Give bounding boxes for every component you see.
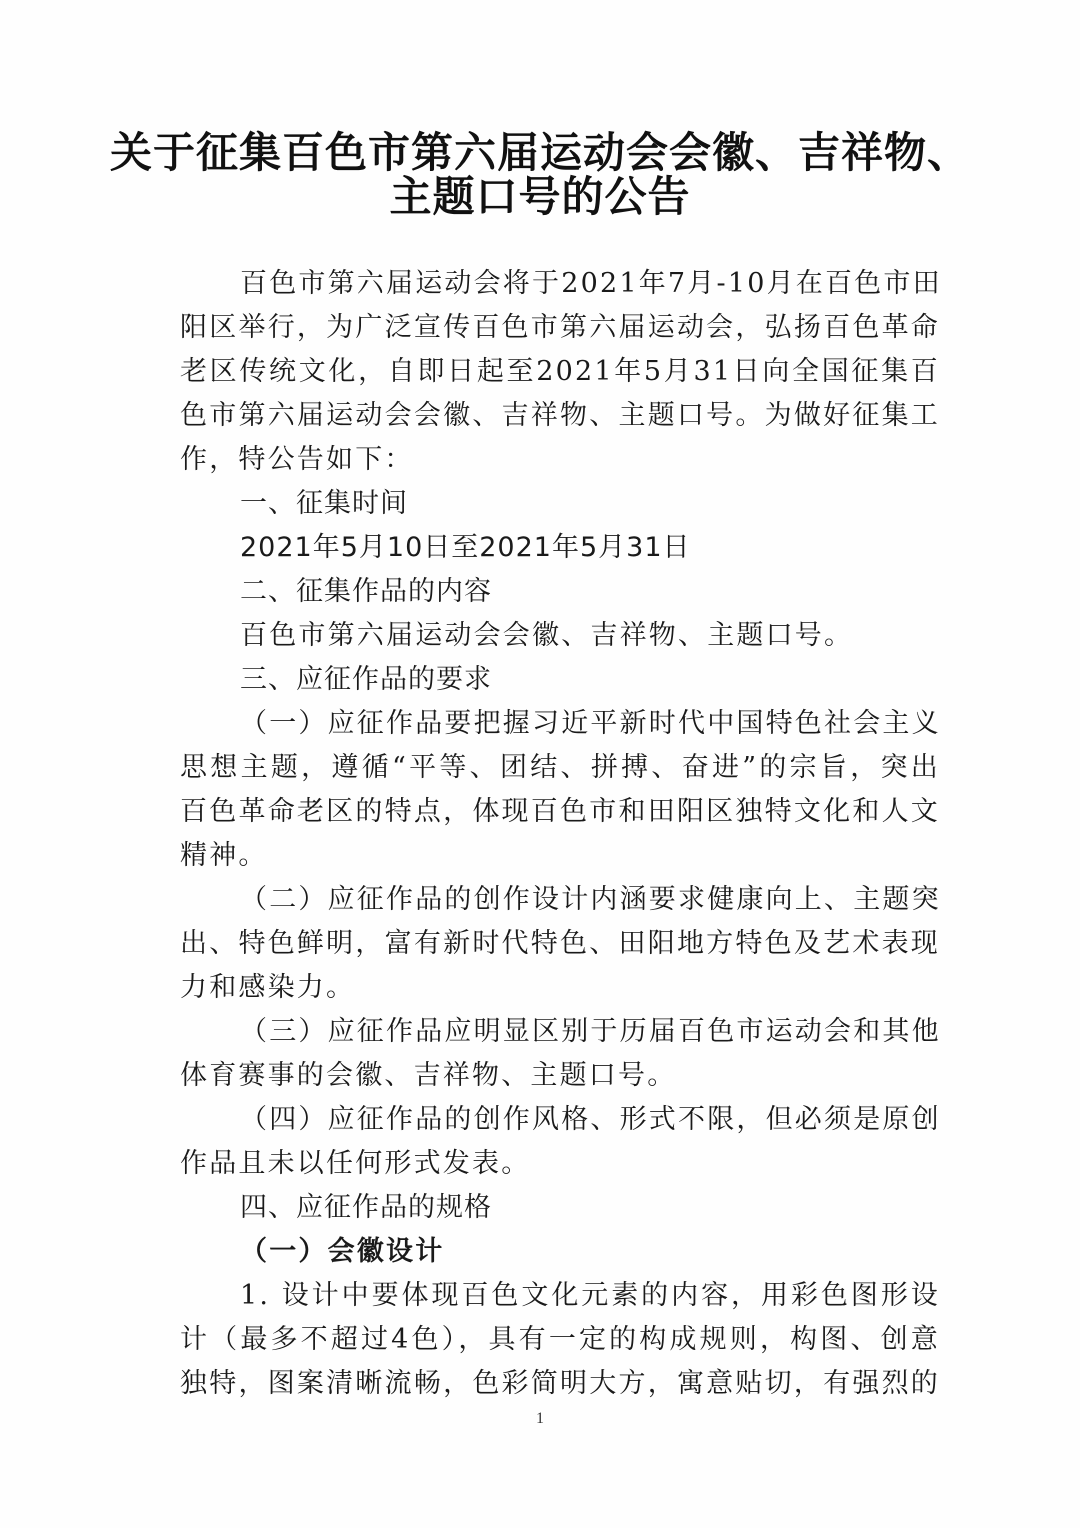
requirement-1-line: （一）应征作品要把握习近平新时代中国特色社会主义	[240, 708, 941, 739]
page-number: 1	[536, 1410, 544, 1427]
section-heading-specifications: 四、应征作品的规格	[240, 1192, 492, 1223]
intro-line: 作，特公告如下：	[180, 444, 414, 475]
intro-line: 百色市第六届运动会将于2021年7月-10月在百色市田	[240, 268, 942, 299]
requirement-2-line: 力和感染力。	[180, 972, 356, 1003]
requirement-1-line: 精神。	[180, 840, 268, 871]
requirement-3-line: 体育赛事的会徽、吉祥物、主题口号。	[180, 1060, 677, 1091]
sub-heading-emblem-design: （一）会徽设计	[240, 1236, 445, 1267]
document-title-line-2: 主题口号的公告	[389, 172, 691, 221]
requirement-1-line: 思想主题，遵循“平等、团结、拼搏、奋进”的宗旨，突出	[180, 752, 940, 783]
requirement-2-line: （二）应征作品的创作设计内涵要求健康向上、主题突	[240, 884, 941, 915]
intro-line: 老区传统文化，自即日起至2021年5月31日向全国征集百	[180, 356, 940, 387]
collection-time-value: 2021年5月10日至2021年5月31日	[240, 532, 691, 563]
requirement-4-line: （四）应征作品的创作风格、形式不限，但必须是原创	[240, 1104, 941, 1135]
intro-line: 阳区举行，为广泛宣传百色市第六届运动会，弘扬百色革命	[180, 312, 940, 343]
emblem-spec-line: 独特，图案清晰流畅，色彩简明大方，寓意贴切，有强烈的	[180, 1368, 940, 1399]
content-body: 百色市第六届运动会会徽、吉祥物、主题口号。	[240, 620, 854, 651]
requirement-4-line: 作品且未以任何形式发表。	[180, 1148, 531, 1179]
section-heading-content: 二、征集作品的内容	[240, 576, 492, 607]
document-title-line-1: 关于征集百色市第六届运动会会徽、吉祥物、	[109, 128, 970, 177]
requirement-3-line: （三）应征作品应明显区别于历届百色市运动会和其他	[240, 1016, 941, 1047]
requirement-2-line: 出、特色鲜明，富有新时代特色、田阳地方特色及艺术表现	[180, 928, 940, 959]
emblem-spec-line: 计（最多不超过4色），具有一定的构成规则，构图、创意	[180, 1324, 940, 1355]
section-heading-collection-time: 一、征集时间	[240, 488, 408, 519]
requirement-1-line: 百色革命老区的特点，体现百色市和田阳区独特文化和人文	[180, 796, 940, 827]
intro-line: 色市第六届运动会会徽、吉祥物、主题口号。为做好征集工	[180, 400, 940, 431]
section-heading-requirements: 三、应征作品的要求	[240, 664, 492, 695]
emblem-spec-line: 1. 设计中要体现百色文化元素的内容，用彩色图形设	[240, 1280, 940, 1311]
